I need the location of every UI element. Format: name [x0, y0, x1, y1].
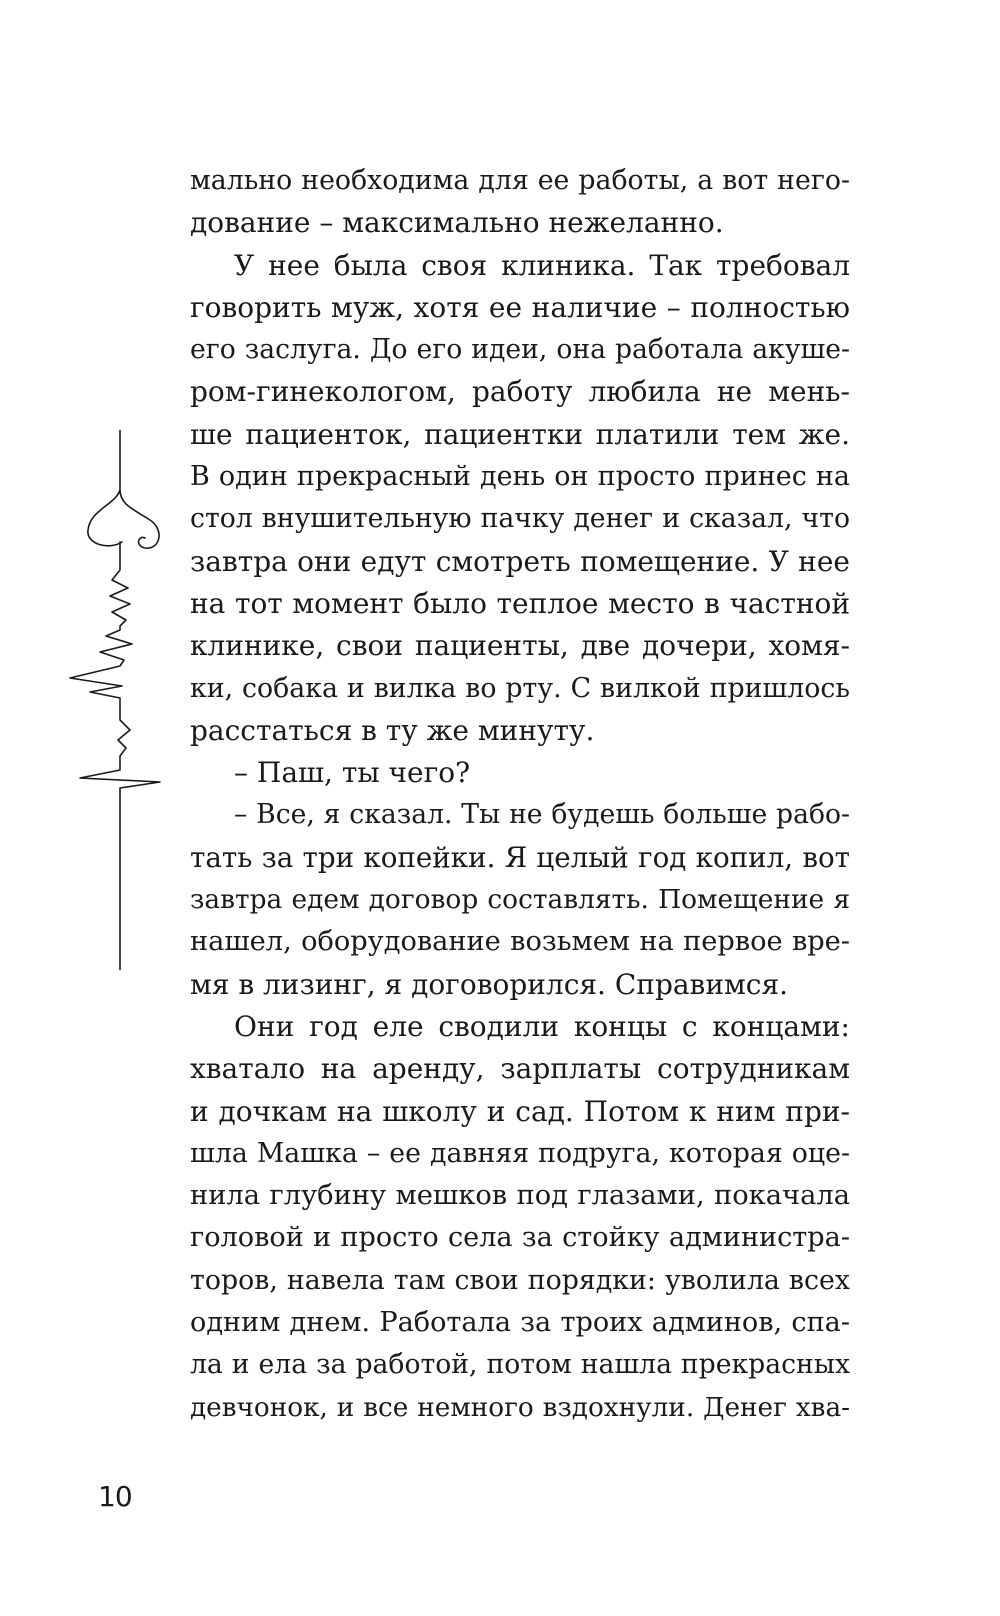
text-line: мально необходима для ее работы, а вот него-: [190, 165, 850, 196]
text-line: одним днем. Работала за троих админов, спа-: [190, 1307, 850, 1339]
text-line: У нее была своя клиника. Так требовал: [234, 248, 850, 282]
text-line: торов, навела там свои порядки: уволила всех: [190, 1264, 850, 1296]
text-line: стол внушительную пачку денег и сказал, что: [190, 503, 850, 535]
text-line: нашел, оборудование возьмем на первое вре-: [190, 926, 850, 958]
text-line: дование – максимально нежеланно.: [190, 206, 724, 240]
text-line: говорить муж, хотя ее наличие – полностью: [190, 290, 850, 324]
text-line: и дочкам на школу и сад. Потом к ним при-: [190, 1094, 850, 1128]
body-text: [190, 160, 850, 1429]
text-line: тать за три копейки. Я целый год копил, вот: [190, 840, 850, 874]
text-line: завтра они едут смотреть помещение. У нее: [190, 544, 850, 578]
heartbeat-heart-line-icon: [60, 430, 170, 970]
text-line: ки, собака и вилка во рту. С вилкой пришлось: [190, 672, 850, 704]
text-line: нила глубину мешков под глазами, покачала: [190, 1180, 850, 1212]
text-line: ла и ела за работой, потом нашла прекрасных: [190, 1349, 850, 1381]
text-line: головой и просто села за стойку администра-: [190, 1222, 850, 1254]
text-line: Они год еле сводили концы с концами:: [234, 1009, 850, 1043]
text-line: шла Машка – ее давняя подруга, которая оце-: [190, 1137, 850, 1169]
text-line: В один прекрасный день он просто принес на: [190, 461, 850, 493]
text-line: завтра едем договор составлять. Помещение я: [190, 884, 850, 916]
text-line: – Все, я сказал. Ты не будешь больше рабо-: [234, 799, 850, 831]
text-line: клинике, свои пациенты, две дочери, хомя-: [190, 629, 850, 663]
text-line: его заслуга. До его идеи, она работала акуше-: [190, 334, 850, 366]
text-line: ром-гинекологом, работу любила не мень-: [190, 375, 850, 409]
text-line: мя в лизинг, я договорился. Справимся.: [190, 967, 789, 1001]
page-number: 10: [98, 1480, 132, 1513]
text-line: на тот момент было теплое место в частной: [190, 586, 850, 620]
text-line: ше пациенток, пациентки платили тем же.: [190, 417, 850, 451]
text-line: хватало на аренду, зарплаты сотрудникам: [190, 1052, 850, 1086]
text-line: расстаться в ту же минуту.: [190, 713, 595, 747]
text-line: девчонок, и все немного вздохнули. Денег хва-: [190, 1392, 850, 1423]
text-line: – Паш, ты чего?: [234, 756, 471, 790]
